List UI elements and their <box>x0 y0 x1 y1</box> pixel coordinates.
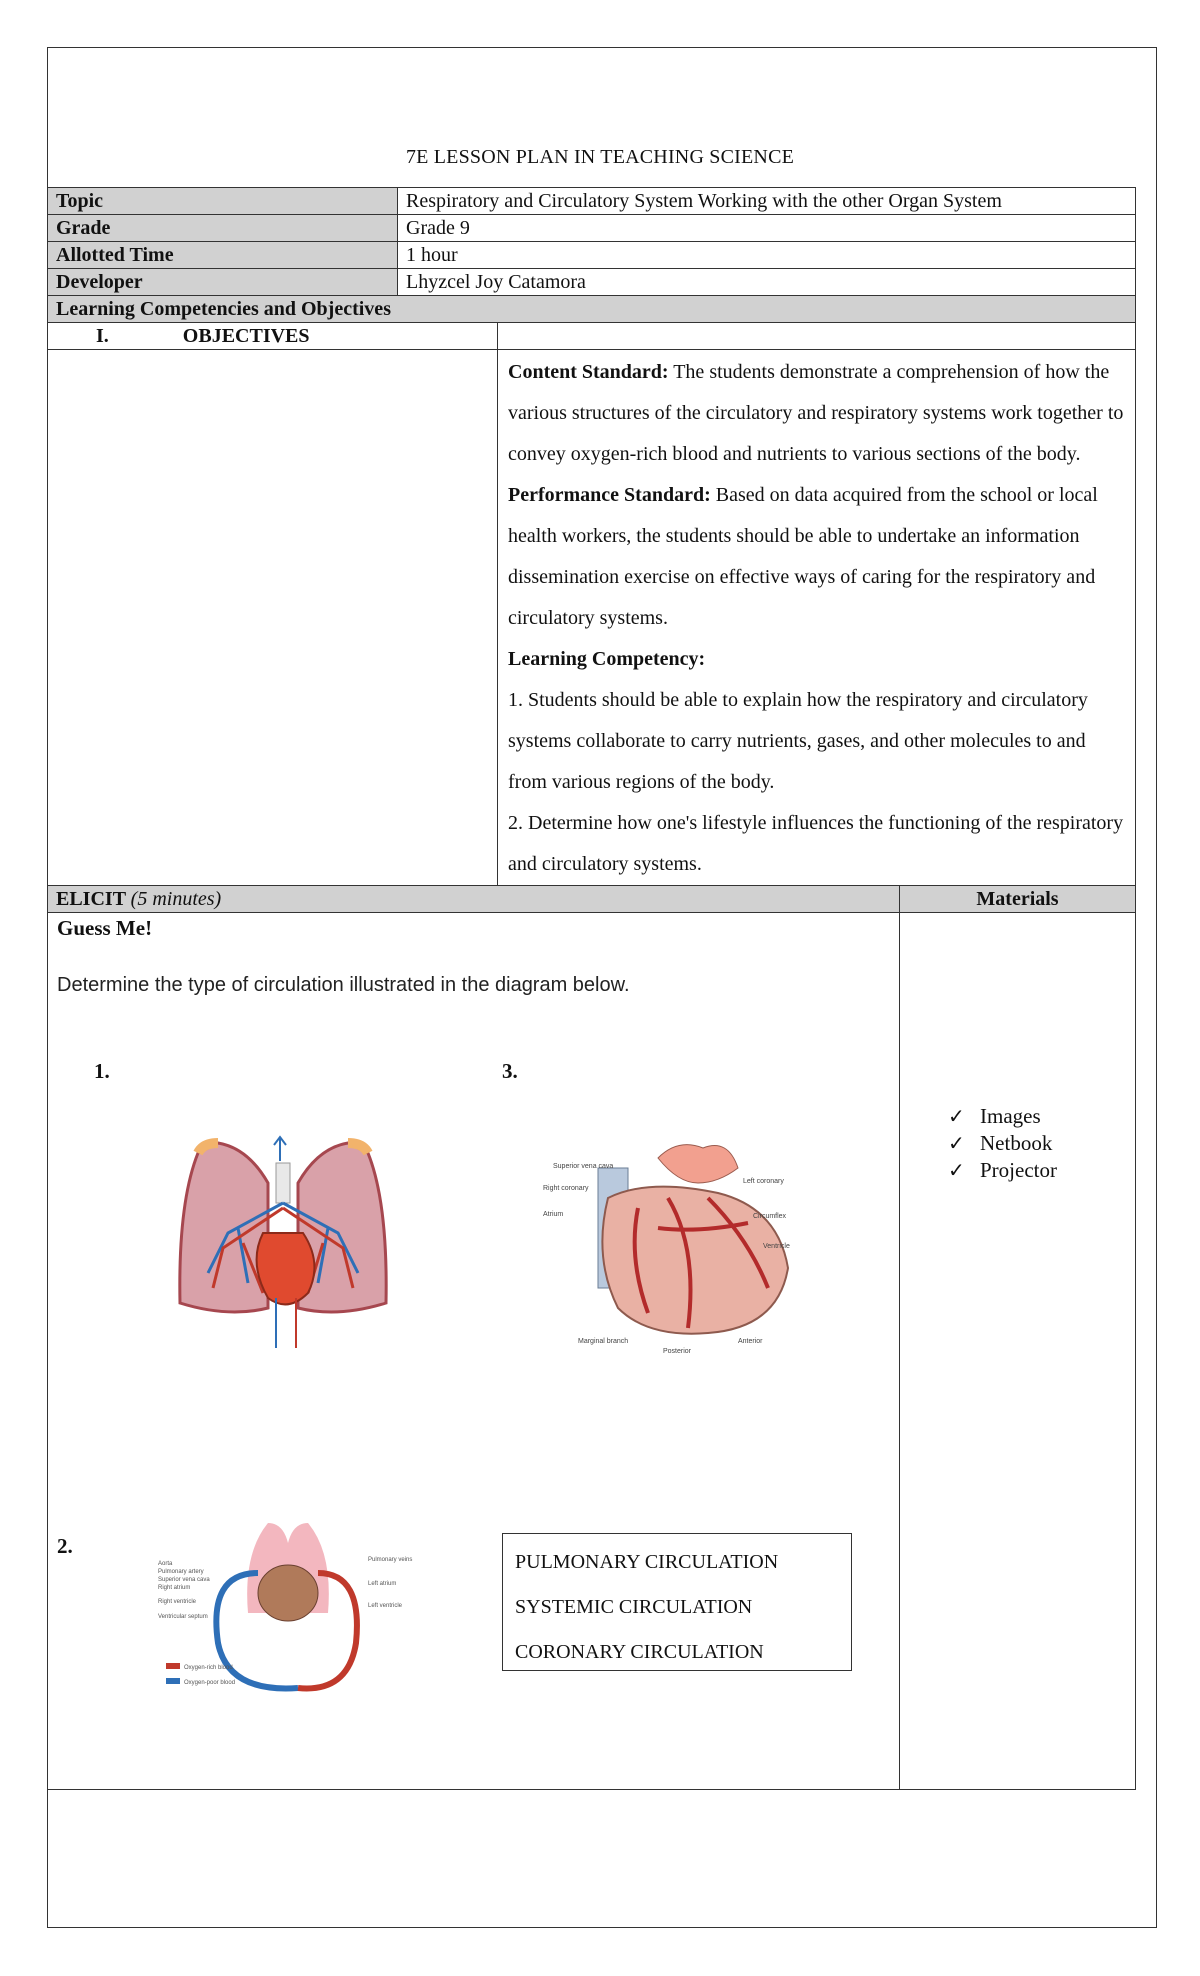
checkmark-icon: ✓ <box>948 1131 965 1155</box>
learning-competency-label: Learning Competency: <box>508 648 706 670</box>
svg-text:Circumflex: Circumflex <box>753 1213 787 1220</box>
elicit-label: ELICIT <box>56 888 126 910</box>
material-item: ✓ Projector <box>948 1158 1057 1182</box>
svg-text:Superior vena cava: Superior vena cava <box>158 1577 210 1583</box>
topic-value: Respiratory and Circulatory System Working with the other Organ System <box>398 188 1136 215</box>
svg-text:Left coronary: Left coronary <box>743 1178 784 1185</box>
activity-title: Guess Me! <box>57 916 153 940</box>
svg-text:Superior vena cava: Superior vena cava <box>553 1163 614 1170</box>
svg-text:Right atrium: Right atrium <box>158 1585 191 1591</box>
performance-standard-label: Performance Standard: <box>508 484 711 506</box>
document-title: 7E LESSON PLAN IN TEACHING SCIENCE <box>405 146 795 168</box>
svg-text:Ventricular septum: Ventricular septum <box>158 1614 208 1620</box>
checkmark-icon: ✓ <box>948 1104 965 1128</box>
objectives-left-cell <box>48 350 498 886</box>
svg-text:Atrium: Atrium <box>543 1211 564 1218</box>
competency-item-2: 2. Determine how one's lifestyle influences the functioning of the respiratory and circulatory systems. <box>508 812 1124 875</box>
lesson-plan-table <box>47 187 1136 1790</box>
svg-text:Right coronary: Right coronary <box>543 1185 589 1192</box>
grade-label: Grade <box>48 215 398 242</box>
material-item: ✓ Netbook <box>948 1131 1053 1155</box>
performance-standard <box>508 475 1125 639</box>
svg-text:Posterior: Posterior <box>663 1348 692 1355</box>
materials-cell <box>900 913 1136 1790</box>
svg-text:Pulmonary veins: Pulmonary veins <box>368 1557 413 1563</box>
content-standard-text: The students demonstrate a comprehension of how the various structures of the circulatory and respiratory systems work together to convey oxygen-rich blood and nutrients to various sections of the body. <box>508 361 1124 465</box>
choice-pulmonary: PULMONARY CIRCULATION <box>515 1551 779 1573</box>
activity-instruction: Determine the type of circulation illustrated in the diagram below. <box>57 974 630 996</box>
heart-lungs-diagram <box>168 1123 398 1353</box>
systemic-diagram <box>148 1513 428 1703</box>
materials-heading: Materials <box>900 886 1136 913</box>
performance-standard-text: Based on data acquired from the school or local health workers, the students should be able to undertake an information dissemination exercise on effective ways of caring for the respiratory and circulatory systems. <box>508 484 1098 629</box>
item-number-3: 3. <box>502 1059 518 1083</box>
svg-text:Ventricle: Ventricle <box>763 1243 790 1250</box>
objectives-numeral: I. <box>96 325 109 347</box>
elicit-duration: (5 minutes) <box>130 888 222 910</box>
competency-item-1: 1. Students should be able to explain how the respiratory and circulatory systems collaborate to carry nutrients, gases, and other molecules to and from various regions of the body. <box>508 689 1088 793</box>
materials-list <box>948 1103 1057 1184</box>
content-standard <box>508 352 1125 475</box>
svg-text:Oxygen-poor blood: Oxygen-poor blood <box>184 1680 236 1686</box>
objectives-heading <box>48 323 498 350</box>
item-number-1: 1. <box>94 1059 110 1083</box>
developer-value: Lhyzcel Joy Catamora <box>398 269 1136 296</box>
svg-text:Right ventricle: Right ventricle <box>158 1599 197 1605</box>
svg-text:Left atrium: Left atrium <box>368 1581 397 1587</box>
svg-text:Anterior: Anterior <box>738 1338 763 1345</box>
topic-label: Topic <box>48 188 398 215</box>
svg-text:Aorta: Aorta <box>158 1561 173 1567</box>
svg-text:Oxygen-rich blood: Oxygen-rich blood <box>184 1665 233 1671</box>
elicit-activity-cell <box>48 913 900 1790</box>
coronary-diagram <box>538 1138 828 1368</box>
learning-competency <box>508 639 1125 680</box>
answer-choices-box <box>502 1533 852 1671</box>
grade-value: Grade 9 <box>398 215 1136 242</box>
allotted-time-label: Allotted Time <box>48 242 398 269</box>
item-number-2: 2. <box>57 1534 73 1558</box>
checkmark-icon: ✓ <box>948 1158 965 1182</box>
developer-label: Developer <box>48 269 398 296</box>
competencies-heading: Learning Competencies and Objectives <box>48 296 1136 323</box>
svg-text:Pulmonary artery: Pulmonary artery <box>158 1569 204 1575</box>
svg-text:Left ventricle: Left ventricle <box>368 1603 403 1609</box>
svg-text:Marginal branch: Marginal branch <box>578 1338 629 1345</box>
choice-coronary: CORONARY CIRCULATION <box>515 1641 764 1663</box>
objectives-label: OBJECTIVES <box>182 325 310 347</box>
objectives-blank-cell <box>498 323 1136 350</box>
allotted-time-value: 1 hour <box>398 242 1136 269</box>
content-standard-label: Content Standard: <box>508 361 669 383</box>
elicit-heading <box>48 886 900 913</box>
material-item: ✓ Images <box>948 1104 1041 1128</box>
standards-cell <box>498 350 1136 886</box>
choice-systemic: SYSTEMIC CIRCULATION <box>515 1596 753 1618</box>
